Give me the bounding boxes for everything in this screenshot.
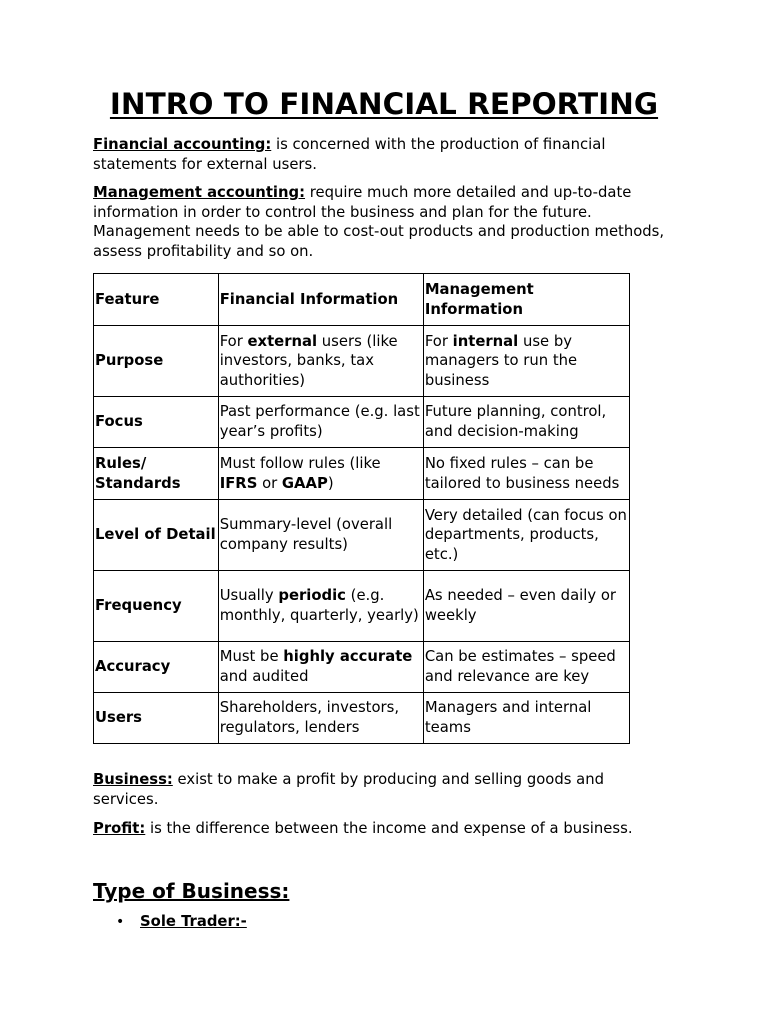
bullet-icon: • xyxy=(116,914,125,930)
cell-text: Future planning, control, and decision-making xyxy=(424,403,607,440)
financial-cell xyxy=(218,693,423,744)
feature-cell: Users xyxy=(94,693,219,744)
feature-cell: Purpose xyxy=(94,326,219,397)
emphasis-text: GAAP xyxy=(281,474,328,492)
definition-text: require much more detailed and up-to-date information in order to control the business and plan for the future. Management needs to be able to cost-out products and production methods, assess profitability and so on. xyxy=(93,184,665,261)
table-row xyxy=(94,326,630,397)
header-cell-management: Management Information xyxy=(423,274,629,326)
cell-text: ) xyxy=(327,474,334,492)
cell-text: or xyxy=(257,474,282,492)
cell-text: Managers and internal teams xyxy=(424,699,592,736)
emphasis-text: highly accurate xyxy=(283,648,413,666)
term-label: Financial accounting: xyxy=(93,136,272,153)
cell-text: For xyxy=(219,332,248,350)
management-cell xyxy=(423,326,629,397)
term-label: Management accounting: xyxy=(93,184,306,201)
cell-text: As needed – even daily or weekly xyxy=(424,587,616,624)
emphasis-text: periodic xyxy=(278,587,346,605)
comparison-table xyxy=(93,273,630,744)
list-item: Sole Trader:- xyxy=(140,913,247,930)
cell-text: users (like investors, banks, tax authorities) xyxy=(219,332,398,389)
table-row xyxy=(94,693,630,744)
term-label: Business: xyxy=(93,771,173,788)
cell-text: For xyxy=(424,332,453,350)
definition-text: exist to make a profit by producing and selling goods and services. xyxy=(93,771,604,808)
table-row xyxy=(94,571,630,642)
business-type-list xyxy=(116,912,247,932)
definition-business xyxy=(93,770,668,809)
cell-text: Very detailed (can focus on departments, products, etc.) xyxy=(424,506,627,563)
management-cell xyxy=(423,693,629,744)
feature-cell: Frequency xyxy=(94,571,219,642)
table-row xyxy=(94,397,630,448)
feature-cell: Accuracy xyxy=(94,642,219,693)
financial-cell xyxy=(218,642,423,693)
definition-financial-accounting xyxy=(93,135,668,174)
definition-text: is concerned with the production of financial statements for external users. xyxy=(93,136,606,173)
financial-cell xyxy=(218,448,423,500)
definition-management-accounting xyxy=(93,183,668,262)
financial-cell xyxy=(218,397,423,448)
cell-text: Usually xyxy=(219,587,279,605)
header-cell-financial: Financial Information xyxy=(218,274,423,326)
emphasis-text: external xyxy=(247,332,318,350)
table-row xyxy=(94,500,630,571)
management-cell xyxy=(423,448,629,500)
management-cell xyxy=(423,571,629,642)
management-cell xyxy=(423,642,629,693)
financial-cell xyxy=(218,500,423,571)
cell-text: Must be xyxy=(219,648,284,666)
definition-profit xyxy=(93,819,668,839)
cell-text: Can be estimates – speed and relevance are key xyxy=(424,648,616,685)
management-cell xyxy=(423,500,629,571)
cell-text: Summary-level (overall company results) xyxy=(219,516,393,553)
page-title: INTRO TO FINANCIAL REPORTING xyxy=(109,87,659,121)
feature-cell: Focus xyxy=(94,397,219,448)
financial-cell xyxy=(218,571,423,642)
cell-text: Shareholders, investors, regulators, lenders xyxy=(219,699,400,736)
cell-text: No fixed rules – can be tailored to business needs xyxy=(424,454,620,492)
feature-cell: Level of Detail xyxy=(94,500,219,571)
section-heading: Type of Business: xyxy=(93,879,290,903)
management-cell xyxy=(423,397,629,448)
term-label: Profit: xyxy=(93,820,146,837)
emphasis-text: IFRS xyxy=(219,474,258,492)
emphasis-text: internal xyxy=(452,332,519,350)
cell-text: Must follow rules (like xyxy=(219,454,381,472)
cell-text: (e.g. monthly, quarterly, yearly) xyxy=(219,587,419,624)
financial-cell xyxy=(218,326,423,397)
header-cell-feature: Feature xyxy=(94,274,219,326)
table-row xyxy=(94,448,630,500)
cell-text: Past performance (e.g. last year’s profits) xyxy=(219,403,420,440)
definition-text: is the difference between the income and expense of a business. xyxy=(145,820,633,837)
feature-cell: Rules/ Standards xyxy=(94,448,219,500)
cell-text: and audited xyxy=(219,668,309,685)
table-header-row xyxy=(94,274,630,326)
table-row xyxy=(94,642,630,693)
cell-text: use by managers to run the business xyxy=(424,332,578,389)
